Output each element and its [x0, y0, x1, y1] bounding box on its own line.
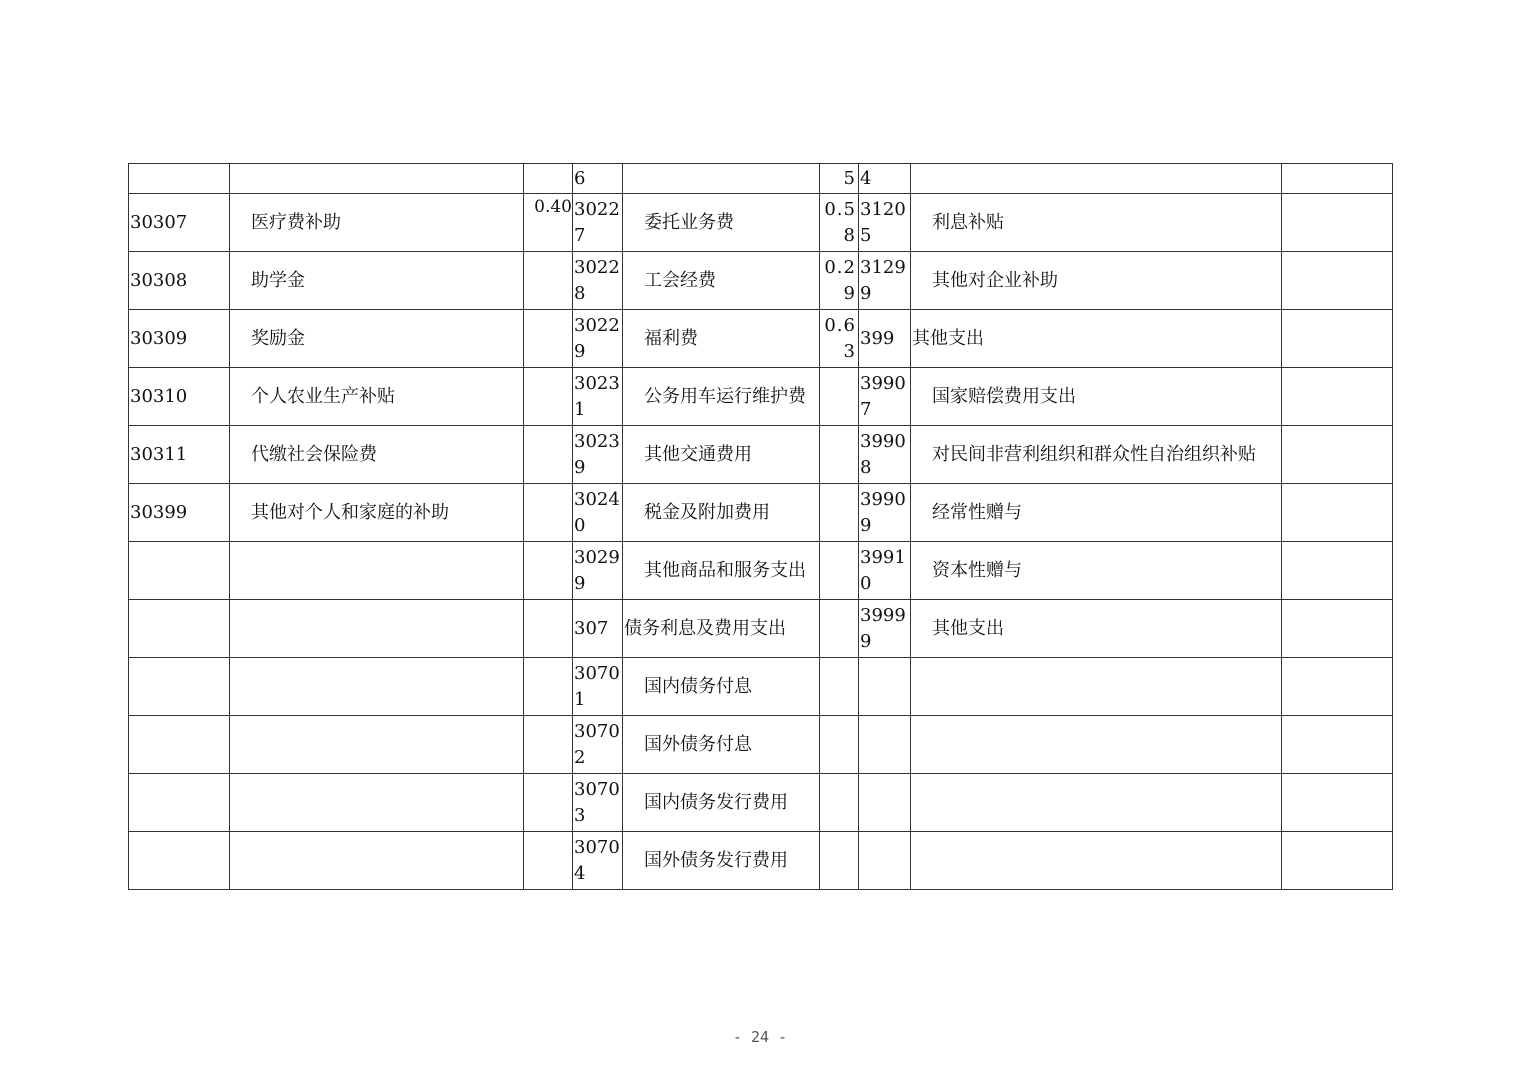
item-cell: 债务利息及费用支出: [623, 600, 820, 658]
code-cell: 30228: [573, 252, 623, 310]
amount-cell: 0.40: [524, 194, 573, 252]
code-cell: [129, 164, 230, 194]
table-row: [129, 832, 1393, 890]
amount-cell: [1282, 832, 1393, 890]
amount-cell: [524, 484, 573, 542]
code-cell: 30239: [573, 426, 623, 484]
item-cell: 个人农业生产补贴: [230, 368, 524, 426]
code-cell: 39910: [859, 542, 911, 600]
amount-cell: [1282, 716, 1393, 774]
table-row: [129, 542, 1393, 600]
amount-cell: 0.58: [820, 194, 859, 252]
item-cell: [230, 164, 524, 194]
item-cell: [623, 164, 820, 194]
code-cell: [129, 716, 230, 774]
item-cell: 公务用车运行维护费: [623, 368, 820, 426]
item-cell: 国内债务付息: [623, 658, 820, 716]
code-cell: 30308: [129, 252, 230, 310]
item-cell: 工会经费: [623, 252, 820, 310]
code-cell: [129, 832, 230, 890]
code-cell: 4: [859, 164, 911, 194]
amount-cell: [1282, 368, 1393, 426]
item-cell: 国外债务发行费用: [623, 832, 820, 890]
table-row: [129, 164, 1393, 194]
amount-cell: [820, 368, 859, 426]
amount-cell: [1282, 600, 1393, 658]
item-cell: [911, 164, 1282, 194]
code-cell: [859, 658, 911, 716]
item-cell: 经常性赠与: [911, 484, 1282, 542]
amount-cell: [1282, 774, 1393, 832]
code-cell: 31299: [859, 252, 911, 310]
amount-cell: [1282, 658, 1393, 716]
table-row: [129, 484, 1393, 542]
amount-cell: [524, 252, 573, 310]
amount-cell: [524, 542, 573, 600]
amount-cell: [820, 542, 859, 600]
code-cell: 30311: [129, 426, 230, 484]
code-cell: 30703: [573, 774, 623, 832]
amount-cell: [524, 426, 573, 484]
item-cell: 其他对个人和家庭的补助: [230, 484, 524, 542]
code-cell: 30702: [573, 716, 623, 774]
item-cell: [911, 716, 1282, 774]
amount-cell: 5: [820, 164, 859, 194]
amount-cell: [820, 832, 859, 890]
table-row: [129, 600, 1393, 658]
code-cell: 30231: [573, 368, 623, 426]
item-cell: [230, 832, 524, 890]
code-cell: 399: [859, 310, 911, 368]
item-cell: 医疗费补助: [230, 194, 524, 252]
table-row: [129, 716, 1393, 774]
item-cell: [230, 774, 524, 832]
item-cell: 国家赔偿费用支出: [911, 368, 1282, 426]
amount-cell: [1282, 542, 1393, 600]
amount-cell: [1282, 194, 1393, 252]
item-cell: 其他支出: [911, 310, 1282, 368]
item-cell: 代缴社会保险费: [230, 426, 524, 484]
item-cell: 其他对企业补助: [911, 252, 1282, 310]
table-row: [129, 426, 1393, 484]
item-cell: 国外债务付息: [623, 716, 820, 774]
item-cell: 利息补贴: [911, 194, 1282, 252]
code-cell: [859, 832, 911, 890]
item-cell: [911, 774, 1282, 832]
code-cell: 39908: [859, 426, 911, 484]
item-cell: [911, 832, 1282, 890]
amount-cell: [820, 426, 859, 484]
amount-cell: [820, 658, 859, 716]
amount-cell: [524, 368, 573, 426]
table-row: [129, 310, 1393, 368]
table-row: [129, 252, 1393, 310]
code-cell: 30310: [129, 368, 230, 426]
item-cell: [230, 716, 524, 774]
item-cell: 福利费: [623, 310, 820, 368]
amount-cell: [1282, 252, 1393, 310]
table-row: [129, 774, 1393, 832]
code-cell: 30701: [573, 658, 623, 716]
item-cell: 资本性赠与: [911, 542, 1282, 600]
code-cell: [129, 658, 230, 716]
code-cell: 39999: [859, 600, 911, 658]
code-cell: 30307: [129, 194, 230, 252]
item-cell: [230, 658, 524, 716]
code-cell: [859, 774, 911, 832]
amount-cell: [524, 600, 573, 658]
item-cell: [911, 658, 1282, 716]
table-row: [129, 368, 1393, 426]
amount-cell: 0.29: [820, 252, 859, 310]
amount-cell: [820, 716, 859, 774]
table-row: [129, 194, 1393, 252]
amount-cell: 0.63: [820, 310, 859, 368]
code-cell: 39909: [859, 484, 911, 542]
code-cell: 39907: [859, 368, 911, 426]
item-cell: 其他商品和服务支出: [623, 542, 820, 600]
item-cell: 对民间非营利组织和群众性自治组织补贴: [911, 426, 1282, 484]
code-cell: 30229: [573, 310, 623, 368]
item-cell: [230, 542, 524, 600]
code-cell: 307: [573, 600, 623, 658]
page-number: - 24 -: [732, 1028, 788, 1046]
code-cell: [129, 774, 230, 832]
amount-cell: [820, 484, 859, 542]
item-cell: 国内债务发行费用: [623, 774, 820, 832]
code-cell: [859, 716, 911, 774]
amount-cell: [820, 774, 859, 832]
amount-cell: [524, 832, 573, 890]
table-row: [129, 658, 1393, 716]
code-cell: [129, 600, 230, 658]
item-cell: 税金及附加费用: [623, 484, 820, 542]
item-cell: 助学金: [230, 252, 524, 310]
amount-cell: [1282, 164, 1393, 194]
budget-classification-table: [128, 163, 1393, 890]
code-cell: 31205: [859, 194, 911, 252]
amount-cell: [1282, 426, 1393, 484]
amount-cell: [820, 600, 859, 658]
code-cell: [129, 542, 230, 600]
code-cell: 30309: [129, 310, 230, 368]
item-cell: 委托业务费: [623, 194, 820, 252]
item-cell: 其他交通费用: [623, 426, 820, 484]
amount-cell: [1282, 484, 1393, 542]
amount-cell: [524, 310, 573, 368]
code-cell: 6: [573, 164, 623, 194]
amount-cell: [524, 164, 573, 194]
amount-cell: [524, 658, 573, 716]
item-cell: 其他支出: [911, 600, 1282, 658]
code-cell: 30704: [573, 832, 623, 890]
code-cell: 30399: [129, 484, 230, 542]
item-cell: [230, 600, 524, 658]
amount-cell: [1282, 310, 1393, 368]
item-cell: 奖励金: [230, 310, 524, 368]
code-cell: 30299: [573, 542, 623, 600]
amount-cell: [524, 716, 573, 774]
code-cell: 30227: [573, 194, 623, 252]
amount-cell: [524, 774, 573, 832]
code-cell: 30240: [573, 484, 623, 542]
